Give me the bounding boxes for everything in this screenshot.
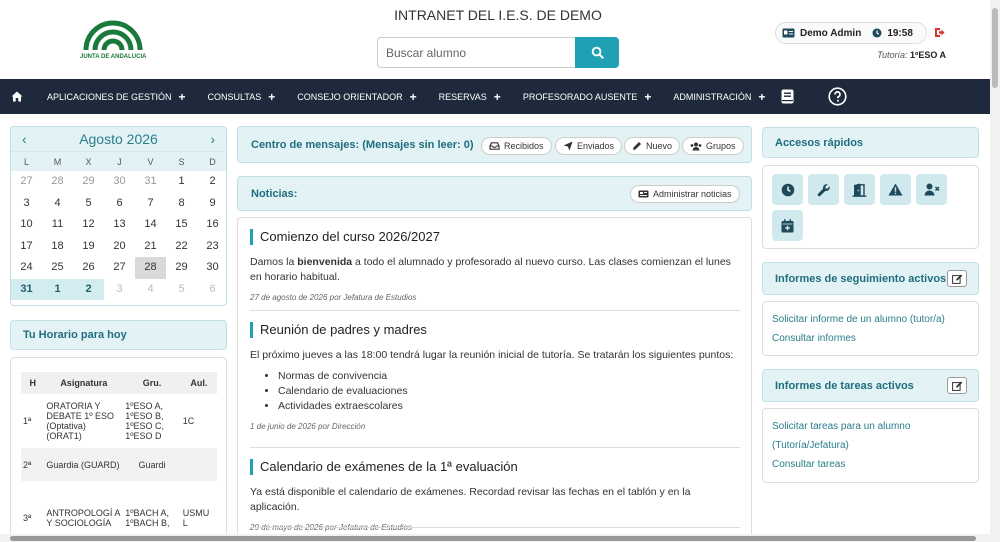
news-text-bold: bienvenida xyxy=(297,256,353,268)
solicitar-tareas-link[interactable]: Solicitar tareas para un alumno xyxy=(772,421,911,432)
message-center xyxy=(237,126,752,163)
weekday: V xyxy=(147,157,154,167)
seguimiento-panel xyxy=(762,301,979,356)
plus-icon: + xyxy=(644,89,652,104)
calendar-days xyxy=(11,171,226,300)
news-item-meta: 29 de mayo de 2026 por Jefatura de Estudios xyxy=(250,523,412,532)
news-item-title: Calendario de exámenes de la 1ª evaluación xyxy=(250,459,740,475)
tutoria-label: Tutoría: xyxy=(877,50,908,60)
cell-group: Guardi xyxy=(123,448,181,481)
cell-subject: ORATORIA Y DEBATE 1º ESO (Optativa) (ORAT1) xyxy=(46,401,115,441)
weekday: J xyxy=(117,157,122,167)
news-divider xyxy=(250,527,740,528)
news-title: Noticias: xyxy=(251,187,298,200)
tutoria-info xyxy=(870,50,946,60)
calendar-day[interactable]: 3 xyxy=(116,282,123,295)
news-item-title: Comienzo del curso 2026/2027 xyxy=(250,229,740,245)
news-item xyxy=(250,459,740,532)
cell-subject: ANTROPOLOGÍ A Y SOCIOLOGÍA xyxy=(46,508,120,528)
weekday: L xyxy=(23,157,29,167)
consultar-informes-link[interactable]: Consultar informes xyxy=(772,333,856,344)
news-item-title: Reunión de padres y madres xyxy=(250,322,740,338)
users-icon xyxy=(690,142,702,151)
calendar-day[interactable]: 6 xyxy=(116,196,123,209)
edit-icon xyxy=(952,381,963,391)
clock-icon xyxy=(872,28,882,38)
cell-hour: 1ª xyxy=(23,416,32,426)
nuevo-label: Nuevo xyxy=(646,141,673,151)
nav-aplicaciones[interactable] xyxy=(47,90,186,104)
search-button[interactable] xyxy=(575,37,619,68)
news-item-meta: 27 de agosto de 2026 por Jefatura de Estudios xyxy=(250,293,417,302)
nav-label: CONSEJO ORIENTADOR xyxy=(297,91,403,102)
horario-panel xyxy=(10,357,227,542)
calendar-day[interactable]: 1 xyxy=(178,175,185,187)
nav-label: PROFESORADO AUSENTE xyxy=(522,91,638,102)
header xyxy=(0,0,990,79)
news-list xyxy=(237,217,752,542)
tareas-title: Informes de tareas activos xyxy=(775,379,914,392)
main-nav xyxy=(0,79,990,114)
cell-room: 1C xyxy=(182,416,195,426)
news-item xyxy=(250,322,740,431)
nav-consejo-orientador[interactable] xyxy=(297,90,416,104)
weekday: X xyxy=(85,157,92,167)
user-xmark-icon xyxy=(924,183,940,196)
calendar-day-current-week[interactable]: 2 xyxy=(73,279,104,301)
calendar-day[interactable]: 27 xyxy=(20,175,33,187)
calendar-day[interactable]: 8 xyxy=(178,196,185,209)
horario-title: Tu Horario para hoy xyxy=(23,329,127,341)
calendar-day[interactable]: 5 xyxy=(85,196,92,209)
warning-icon xyxy=(888,183,903,196)
calendar-day-current-week[interactable]: 31 xyxy=(11,279,42,301)
news-item-text: El próximo jueves a las 18:00 tendrá lugar la reunión inicial de tutoría. Se tratarán los siguientes puntos: xyxy=(250,349,734,361)
search-bar xyxy=(377,37,619,68)
enviados-label: Enviados xyxy=(577,141,615,151)
table-row xyxy=(21,481,217,542)
calendar-day[interactable]: 18 xyxy=(51,239,64,252)
home-icon[interactable] xyxy=(11,91,23,102)
accesos-title: Accesos rápidos xyxy=(775,136,864,149)
calendar-day[interactable]: 14 xyxy=(144,218,157,230)
tutoria-value: 1ºESO A xyxy=(910,50,946,60)
accesos-header xyxy=(762,127,979,158)
nav-administracion[interactable] xyxy=(673,90,765,104)
newspaper-icon xyxy=(638,190,649,198)
solicitar-informe-link[interactable]: Solicitar informe de un alumno (tutor/a) xyxy=(772,314,945,325)
seguimiento-edit-button[interactable] xyxy=(947,270,967,287)
calendar-day-current-week[interactable]: 1 xyxy=(42,279,73,301)
news-text-part: a todo el alumnado y profesorado al nuevo curso. Las clases comienzan el lunes en horario habitual. xyxy=(250,256,731,283)
book-icon[interactable] xyxy=(781,89,794,104)
calendar-month: Agosto 2026 xyxy=(79,131,158,147)
logo-text: JUNTA DE ANDALUCIA xyxy=(80,54,147,60)
calendar-day[interactable]: 21 xyxy=(144,239,157,252)
grupos-button[interactable] xyxy=(682,137,744,155)
next-month-button[interactable]: › xyxy=(210,131,215,147)
calendar-day[interactable]: 26 xyxy=(82,261,95,273)
list-item: • Actividades extraescolares xyxy=(278,399,740,414)
nav-label: ADMINISTRACIÓN xyxy=(673,91,752,102)
calendar-header xyxy=(11,127,226,151)
calendar-day[interactable]: 28 xyxy=(51,175,64,187)
search-input[interactable] xyxy=(377,37,575,68)
news-text-part: Damos la xyxy=(250,256,298,268)
calendar-day[interactable]: 3 xyxy=(23,196,30,209)
calendar-day[interactable]: 30 xyxy=(206,261,219,273)
clock-shortcut-button[interactable] xyxy=(772,174,803,205)
vertical-scrollbar[interactable] xyxy=(990,0,1000,542)
news-header xyxy=(237,176,752,211)
user-name: Demo Admin xyxy=(800,27,862,39)
nuevo-button[interactable] xyxy=(624,137,680,155)
seguimiento-title: Informes de seguimiento activos xyxy=(775,272,947,285)
prev-month-button[interactable]: ‹ xyxy=(22,131,27,147)
col-header: Asignatura xyxy=(44,372,123,394)
nav-reservas[interactable] xyxy=(439,90,501,104)
calendar-day[interactable]: 10 xyxy=(20,218,33,230)
admin-news-label: Administrar noticias xyxy=(653,189,732,199)
edit-icon xyxy=(952,274,963,284)
news-item-text xyxy=(250,255,740,285)
nav-label: CONSULTAS xyxy=(207,91,262,102)
consultar-tareas-link[interactable]: Consultar tareas xyxy=(772,459,846,470)
calendar-day[interactable]: 11 xyxy=(51,218,64,230)
cell-hour: 3ª xyxy=(23,513,32,523)
cell-room: USMU L xyxy=(182,508,210,528)
calendar-day[interactable]: 29 xyxy=(82,175,95,187)
col-header: H xyxy=(21,372,44,394)
calendar-weekdays xyxy=(11,151,226,171)
calendar-plus-icon xyxy=(781,219,794,233)
recibidos-label: Recibidos xyxy=(504,141,544,151)
calendar-day[interactable]: 20 xyxy=(113,239,126,252)
solicitar-tareas-link-suffix[interactable]: (Tutoría/Jefatura) xyxy=(772,440,849,451)
calendar-day[interactable]: 17 xyxy=(20,239,33,252)
help-icon[interactable] xyxy=(828,87,847,106)
inbox-icon xyxy=(489,142,500,150)
admin-news-button[interactable] xyxy=(630,185,740,203)
plus-icon: + xyxy=(758,89,766,104)
calendar-day[interactable]: 25 xyxy=(51,261,64,273)
logout-icon[interactable] xyxy=(934,27,945,41)
table-row xyxy=(21,394,217,448)
list-item: • Normas de convivencia xyxy=(278,369,740,384)
door-shortcut-button[interactable] xyxy=(844,174,875,205)
user-info[interactable] xyxy=(775,22,927,44)
news-item-text: Ya está disponible el calendario de exámenes. Recordad revisar las fechas en el tablón y en la aplicación. xyxy=(250,486,691,513)
clock-icon xyxy=(781,183,795,197)
calendar-day[interactable]: 15 xyxy=(175,218,188,230)
cell-hour: 2ª xyxy=(21,448,44,481)
news-divider xyxy=(250,310,740,311)
news-divider xyxy=(250,447,740,448)
calendar-shortcut-button[interactable] xyxy=(772,210,803,241)
calendar-day[interactable]: 7 xyxy=(147,196,154,209)
calendar xyxy=(10,126,227,306)
wrench-shortcut-button[interactable] xyxy=(808,174,839,205)
nav-label: APLICACIONES DE GESTIÓN xyxy=(47,91,172,102)
calendar-day[interactable]: 22 xyxy=(175,239,188,252)
weekday: M xyxy=(53,157,62,167)
calendar-day[interactable]: 13 xyxy=(113,218,126,230)
news-item xyxy=(250,229,740,302)
calendar-day[interactable]: 31 xyxy=(144,175,157,187)
weekday: S xyxy=(178,157,185,167)
calendar-day[interactable]: 29 xyxy=(175,261,188,273)
calendar-day[interactable]: 4 xyxy=(147,282,154,295)
calendar-day[interactable]: 5 xyxy=(178,282,185,295)
calendar-day[interactable]: 6 xyxy=(209,282,216,295)
calendar-day[interactable]: 24 xyxy=(20,261,33,273)
calendar-day[interactable]: 19 xyxy=(82,239,95,252)
site-title: INTRANET DEL I.E.S. DE DEMO xyxy=(394,7,602,23)
nav-label: RESERVAS xyxy=(438,91,487,102)
door-icon xyxy=(852,183,867,197)
nav-profesorado-ausente[interactable] xyxy=(523,90,652,104)
seguimiento-header xyxy=(762,262,979,295)
calendar-day[interactable]: 23 xyxy=(206,239,219,252)
plus-icon: + xyxy=(409,89,417,104)
horizontal-scrollbar[interactable] xyxy=(0,534,990,542)
calendar-day[interactable]: 30 xyxy=(113,175,126,187)
calendar-day[interactable]: 12 xyxy=(82,218,95,230)
calendar-day[interactable]: 2 xyxy=(209,175,216,187)
list-item: • Calendario de evaluaciones xyxy=(278,384,740,399)
news-item-meta: 1 de junio de 2026 por Dirección xyxy=(250,422,366,431)
calendar-day-selected[interactable]: 28 xyxy=(135,257,166,279)
tareas-header xyxy=(762,369,979,402)
calendar-day[interactable]: 27 xyxy=(113,261,126,273)
calendar-day[interactable]: 16 xyxy=(206,218,219,230)
cell-group: 1ºBACH A, 1ºBACH B, xyxy=(125,508,170,528)
grupos-label: Grupos xyxy=(706,141,736,151)
junta-logo-icon xyxy=(82,16,144,52)
plus-icon: + xyxy=(268,89,276,104)
paper-plane-icon xyxy=(563,141,573,151)
message-center-title: Centro de mensajes: (Mensajes sin leer: 0) xyxy=(251,138,474,151)
search-icon xyxy=(591,46,604,59)
horario-header xyxy=(10,320,227,350)
junta-logo[interactable] xyxy=(80,16,146,66)
cell-group: 1ºESO A, 1ºESO B, 1ºESO C, 1ºESO D xyxy=(125,401,165,441)
news-item-list xyxy=(278,369,740,414)
horario-table xyxy=(21,372,217,542)
calendar-day[interactable]: 4 xyxy=(54,196,61,209)
cell-room xyxy=(181,448,217,481)
recibidos-button[interactable] xyxy=(481,137,552,155)
calendar-day[interactable]: 9 xyxy=(209,196,216,209)
enviados-button[interactable] xyxy=(555,137,622,155)
plus-icon: + xyxy=(178,89,186,104)
scrollbar-thumb[interactable] xyxy=(992,8,998,88)
pencil-icon xyxy=(632,141,642,151)
col-header: Gru. xyxy=(123,372,181,394)
id-card-icon xyxy=(782,28,795,38)
user-remove-shortcut-button[interactable] xyxy=(916,174,947,205)
warning-shortcut-button[interactable] xyxy=(880,174,911,205)
scrollbar-thumb[interactable] xyxy=(10,536,976,541)
table-row xyxy=(21,448,217,481)
nav-consultas[interactable] xyxy=(208,90,276,104)
col-header: Aul. xyxy=(181,372,217,394)
tareas-edit-button[interactable] xyxy=(947,377,967,394)
session-time: 19:58 xyxy=(887,27,913,39)
plus-icon: + xyxy=(493,89,501,104)
cell-subject: Guardia (GUARD) xyxy=(44,448,123,481)
wrench-icon xyxy=(817,183,831,197)
weekday: D xyxy=(209,157,216,167)
